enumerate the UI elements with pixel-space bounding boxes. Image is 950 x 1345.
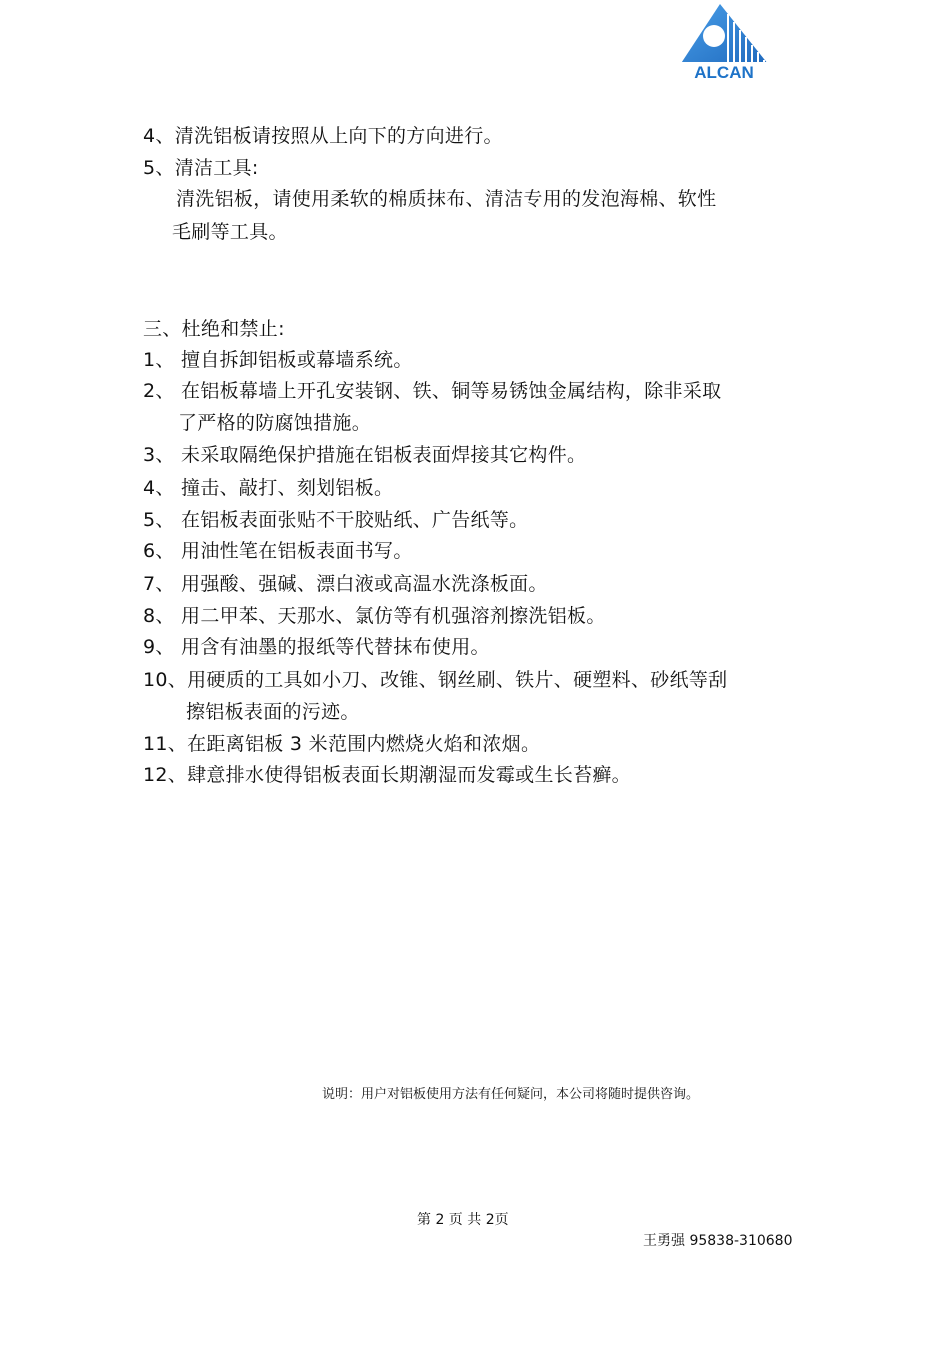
prohibition-item: 9、 用含有油墨的报纸等代替抹布使用。 xyxy=(143,636,490,658)
note-text: 说明：用户对铝板使用方法有任何疑问，本公司将随时提供咨询。 xyxy=(322,1087,700,1102)
prohibition-item: 4、 撞击、敲打、刻划铝板。 xyxy=(143,477,394,499)
prohibition-item: 7、 用强酸、强碱、漂白液或高温水洗涤板面。 xyxy=(143,573,548,595)
prohibition-item-continuation: 擦铝板表面的污迹。 xyxy=(186,701,360,723)
page-number: 第 2 页 共 2页 xyxy=(417,1212,509,1228)
cleaning-item-4: 4、清洗铝板请按照从上向下的方向进行。 xyxy=(143,125,503,147)
prohibition-item: 5、 在铝板表面张贴不干胶贴纸、广告纸等。 xyxy=(143,509,529,531)
prohibitions-heading: 三、杜绝和禁止: xyxy=(143,318,285,340)
prohibition-item: 2、 在铝板幕墙上开孔安装钢、铁、铜等易锈蚀金属结构，除非采取 xyxy=(143,380,722,402)
prohibition-item: 1、 擅自拆卸铝板或幕墙系统。 xyxy=(143,349,413,371)
contact-info: 王勇强 95838-310680 xyxy=(643,1233,793,1249)
prohibition-item: 3、 未采取隔绝保护措施在铝板表面焊接其它构件。 xyxy=(143,444,587,466)
prohibition-item: 8、 用二甲苯、天那水、氯仿等有机强溶剂擦洗铝板。 xyxy=(143,605,606,627)
logo-text: ALCAN xyxy=(694,63,754,82)
alcan-logo xyxy=(668,0,780,82)
prohibition-item: 10、用硬质的工具如小刀、改锥、钢丝刷、铁片、硬塑料、砂纸等刮 xyxy=(143,669,728,691)
cleaning-item-5-body-1: 清洗铝板，请使用柔软的棉质抹布、清洁专用的发泡海棉、软性 xyxy=(176,188,717,210)
cleaning-item-5-title: 5、清洁工具: xyxy=(143,157,259,179)
cleaning-item-5-body-2: 毛刷等工具。 xyxy=(172,221,288,243)
prohibition-item-continuation: 了严格的防腐蚀措施。 xyxy=(178,412,372,434)
prohibition-item: 11、在距离铝板 3 米范围内燃烧火焰和浓烟。 xyxy=(143,733,541,755)
prohibition-item: 6、 用油性笔在铝板表面书写。 xyxy=(143,540,413,562)
prohibition-item: 12、肆意排水使得铝板表面长期潮湿而发霉或生长苔癣。 xyxy=(143,764,631,786)
